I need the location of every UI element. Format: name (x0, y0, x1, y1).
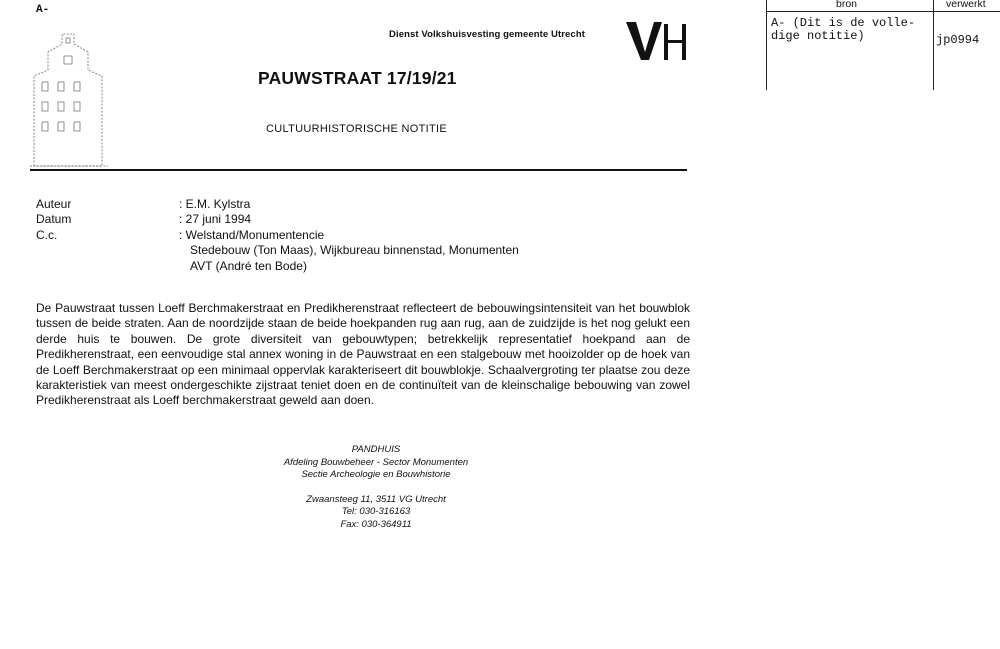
body-paragraph: De Pauwstraat tussen Loeff Berchmakerstraat en Predikherenstraat reflecteert de bebouwingsintensiteit van het bouwblok tussen de beide straten. Aan de noordzijde staan de beide hoekpanden rug aan rug, aan de zuidzijde is het nog gelukt een derde huis te bouwen. De grote diversiteit van gebouwtypen; betrekkelijk representatief hoekpand aan de Predikherenstraat, een eenvoudige stal annex woning in de Pauwstraat en een stalgebouw met hooizolder op de hoek van de Loeff Berchmakerstraat op een minimaal oppervlak karakteriseert dit bouwblokje. Schaalvergroting ter plaatse zou deze karakteristiek van meest ondergeschikte zijstraat teniet doen en de continuïteit van de kleinschalige bebouwing van zowel Predikherenstraat als Loeff berchmakerstraat geweld aan doen. (36, 301, 690, 408)
col-header-verwerkt: verwerkt (946, 0, 986, 10)
building-facade-illustration (28, 30, 110, 168)
source-table (766, 0, 1000, 90)
cc-line-3: AVT (André ten Bode) (190, 259, 307, 273)
verwerkt-value: jp0994 (936, 33, 980, 47)
footer-section: Sectie Archeologie en Bouwhistorie (301, 469, 451, 481)
footer-department: Afdeling Bouwbeheer - Sector Monumenten (283, 456, 469, 468)
footer-org: PANDHUIS (351, 444, 401, 455)
footer-address-block (240, 444, 512, 532)
header-divider (30, 169, 687, 171)
corner-mark: A- (36, 4, 50, 16)
bron-value: A- (Dit is de volle- dige notitie) (771, 16, 916, 43)
organization-name: Dienst Volkshuisvesting gemeente Utrecht (389, 29, 585, 40)
vh-logo (624, 20, 690, 62)
footer-address: Zwaansteeg 11, 3511 VG Utrecht (306, 493, 446, 505)
col-header-bron: bron (836, 0, 858, 10)
meta-value-auteur: : E.M. Kylstra (179, 197, 251, 211)
meta-value-datum: : 27 juni 1994 (179, 212, 252, 226)
meta-label-cc: C.c. (36, 228, 58, 242)
meta-label-auteur: Auteur (36, 197, 72, 211)
page-title: PAUWSTRAAT 17/19/21 (258, 68, 457, 88)
meta-label-datum: Datum (36, 212, 72, 226)
meta-value-cc: : Welstand/Monumentencie (179, 228, 325, 242)
footer-fax: Fax: 030-364911 (340, 518, 412, 530)
footer-phone: Tel: 030-316163 (341, 506, 411, 518)
cc-line-2: Stedebouw (Ton Maas), Wijkbureau binnenstad, Monumenten (190, 243, 519, 257)
page-subtitle: CULTUURHISTORISCHE NOTITIE (266, 123, 447, 135)
logo-text: VH (672, 58, 674, 59)
